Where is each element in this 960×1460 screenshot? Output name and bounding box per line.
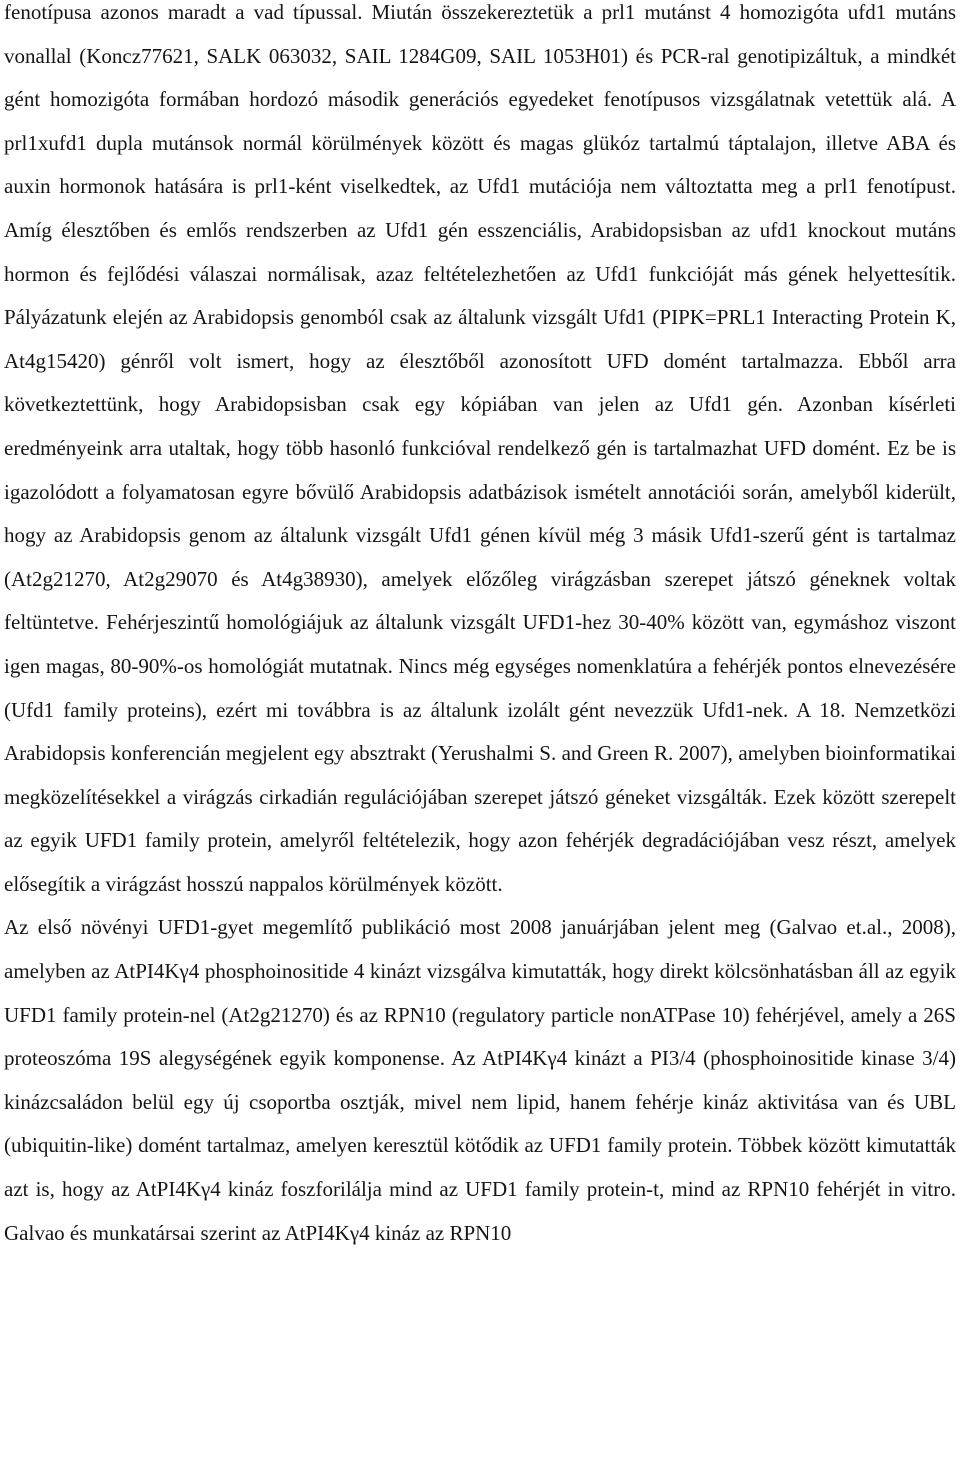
document-page: [4, 0, 956, 1255]
paragraph-2: Az első növényi UFD1-gyet megemlítő publikáció most 2008 januárjában jelent meg (Galvao et.al., 2008), amelyben az AtPI4Kγ4 phosphoinositide 4 kinázt vizsgálva kimutatták, hogy direkt kölcsönhatásban áll az egyik UFD1 family protein-nel (At2g21270) és az RPN10 (regulatory particle nonATPase 10) fehérjével, amely a 26S proteoszóma 19S alegységének egyik komponense. Az AtPI4Kγ4 kinázt a PI3/4 (phosphoinositide kinase 3/4) kinázcsaládon belül egy új csoportba osztják, mivel nem lipid, hanem fehérje kináz aktivitása van és UBL (ubiquitin-like) domént tartalmaz, amelyen keresztül kötődik az UFD1 family protein. Többek között kimutatták azt is, hogy az AtPI4Kγ4 kináz foszforilálja mind az UFD1 family protein-t, mind az RPN10 fehérjét in vitro. Galvao és munkatársai szerint az AtPI4Kγ4 kináz az RPN10: [4, 915, 956, 1245]
paragraph-1: fenotípusa azonos maradt a vad típussal. Miután összekereztetük a prl1 mutánst 4 homozigóta ufd1 mutáns vonallal (Koncz77621, SALK 063032, SAIL 1284G09, SAIL 1053H01) és PCR-ral genotipizáltuk, a mindkét gént homozigóta formában hordozó második generációs egyedeket fenotípusos vizsgálatnak vetettük alá. A prl1xufd1 dupla mutánsok normál körülmények között és magas glükóz tartalmú táptalajon, illetve ABA és auxin hormonok hatására is prl1-ként viselkedtek, az Ufd1 mutációja nem változtatta meg a prl1 fenotípust. Amíg élesztőben és emlős rendszerben az Ufd1 gén esszenciális, Arabidopsisban az ufd1 knockout mutáns hormon és fejlődési válaszai normálisak, azaz feltételezhetően az Ufd1 funkcióját más gének helyettesítik. Pályázatunk elején az Arabidopsis genomból csak az általunk vizsgált Ufd1 (PIPK=PRL1 Interacting Protein K, At4g15420) génről volt ismert, hogy az élesztőből azonosított UFD domént tartalmazza. Ebből arra következtettünk, hogy Arabidopsisban csak egy kópiában van jelen az Ufd1 gén. Azonban kísérleti eredményeink arra utaltak, hogy több hasonló funkcióval rendelkező gén is tartalmazhat UFD domént. Ez be is igazolódott a folyamatosan egyre bővülő Arabidopsis adatbázisok ismételt annotációi során, amelyből kiderült, hogy az Arabidopsis genom az általunk vizsgált Ufd1 génen kívül még 3 másik Ufd1-szerű gént is tartalmaz (At2g21270, At2g29070 és At4g38930), amelyek előzőleg virágzásban szerepet játszó géneknek voltak feltüntetve. Fehérjeszintű homológiájuk az általunk vizsgált UFD1-hez 30-40% között van, egymáshoz viszont igen magas, 80-90%-os homológiát mutatnak. Nincs még egységes nomenklatúra a fehérjék pontos elnevezésére (Ufd1 family proteins), ezért mi továbbra is az általunk izolált gént nevezzük Ufd1-nek. A 18. Nemzetközi Arabidopsis konferencián megjelent egy absztrakt (Yerushalmi S. and Green R. 2007), amelyben bioinformatikai megközelítésekkel a virágzás cirkadián regulációjában szerepet játszó géneket vizsgálták. Ezek között szerepelt az egyik UFD1 family protein, amelyről feltételezik, hogy azon fehérjék degradációjában vesz részt, amelyek elősegítik a virágzást hosszú nappalos körülmények között.: [4, 0, 956, 896]
